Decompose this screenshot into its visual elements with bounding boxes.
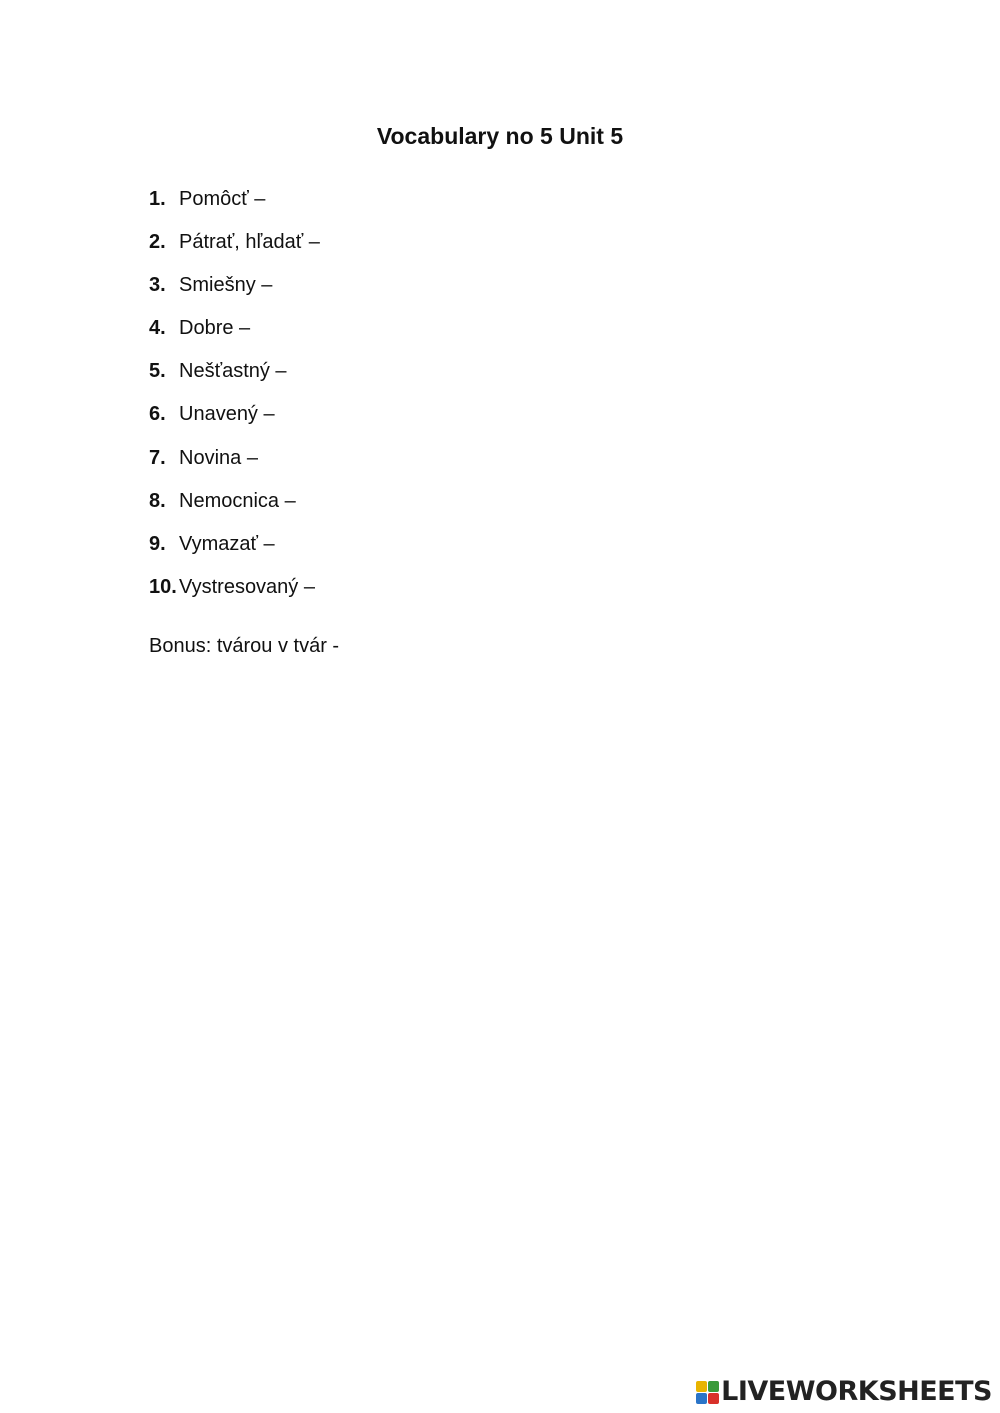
list-item bbox=[149, 226, 320, 269]
list-item bbox=[149, 183, 320, 226]
item-word: Smiešny – bbox=[179, 274, 273, 297]
item-word: Novina – bbox=[179, 446, 258, 469]
list-item bbox=[149, 269, 320, 312]
list-item bbox=[149, 528, 320, 571]
page-title: Vocabulary no 5 Unit 5 bbox=[376, 123, 624, 149]
vocab-list bbox=[149, 183, 320, 614]
item-number: 7. bbox=[149, 446, 166, 469]
item-word: Nešťastný – bbox=[179, 360, 287, 383]
list-item bbox=[149, 355, 320, 398]
item-word: Vymazať – bbox=[179, 532, 275, 555]
list-item bbox=[149, 312, 320, 355]
item-number: 6. bbox=[149, 403, 166, 426]
item-word: Unavený – bbox=[179, 403, 275, 426]
logo-square bbox=[696, 1381, 707, 1392]
brand-text: LIVEWORKSHEETS bbox=[721, 1376, 992, 1407]
list-item bbox=[149, 485, 320, 528]
item-word: Dobre – bbox=[179, 317, 251, 340]
item-number: 3. bbox=[149, 274, 166, 297]
list-item bbox=[149, 442, 320, 485]
item-word: Pomôcť – bbox=[179, 188, 266, 210]
logo-square bbox=[708, 1381, 719, 1392]
item-number: 8. bbox=[149, 489, 166, 512]
item-number: 4. bbox=[149, 317, 166, 340]
item-number: 1. bbox=[149, 188, 166, 210]
bonus-line: Bonus: tvárou v tvár - bbox=[149, 635, 340, 657]
logo-square bbox=[708, 1393, 719, 1404]
liveworksheets-logo-icon bbox=[696, 1381, 719, 1404]
item-number: 2. bbox=[149, 231, 166, 254]
item-word: Nemocnica – bbox=[179, 489, 296, 512]
brand-watermark bbox=[696, 1375, 992, 1409]
item-number: 9. bbox=[149, 532, 166, 555]
item-word: Pátrať, hľadať – bbox=[179, 231, 320, 254]
list-item bbox=[149, 398, 320, 441]
item-number: 5. bbox=[149, 360, 166, 383]
item-number: 10. bbox=[149, 575, 177, 598]
logo-square bbox=[696, 1393, 707, 1404]
item-word: Vystresovaný – bbox=[179, 575, 315, 598]
list-item bbox=[149, 571, 320, 614]
